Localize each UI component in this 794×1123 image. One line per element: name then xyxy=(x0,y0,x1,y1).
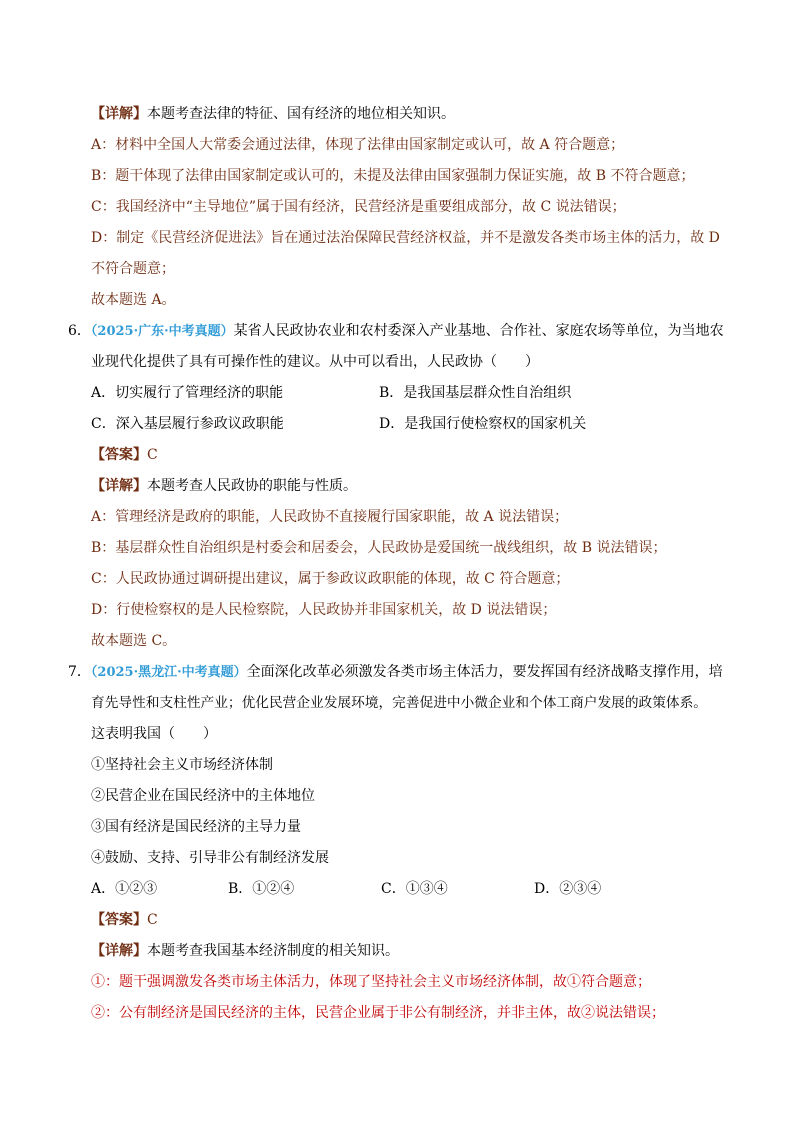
q7-stem-line2: 育先导性和支柱性产业；优化民营企业发展环境，完善促进中小微企业和个体工商户发展的政策体系。 xyxy=(91,695,707,711)
q7-stem-line3: 这表明我国（ ） xyxy=(91,726,217,742)
q7-explanation-2: ②：公有制经济是国民经济的主体，民营企业属于非公有制经济，并非主体，故②说法错误； xyxy=(91,1005,665,1021)
q7-item-4: ④鼓励、支持、引导非公有制经济发展 xyxy=(91,850,329,866)
q7-source: （2025·黑龙江·中考真题） xyxy=(90,665,247,680)
q6-option-b: B．是我国基层群众性自治组织 xyxy=(379,385,572,401)
q5-explanation-d-line2: 不符合题意； xyxy=(91,261,175,277)
q6-conclusion: 故本题选 C。 xyxy=(91,633,177,649)
q6-answer xyxy=(91,445,734,465)
q5-detail-heading xyxy=(91,104,734,124)
detail-label: 【详解】 xyxy=(91,943,147,959)
q6-option-d: D．是我国行使检察权的国家机关 xyxy=(379,416,587,432)
q6-explanation-c: C：人民政协通过调研提出建议，属于参政议政职能的体现，故 C 符合题意； xyxy=(91,571,570,587)
q7-option-c: C．①③④ xyxy=(381,881,448,897)
q6-number: 6． xyxy=(68,323,91,339)
q6-detail-heading xyxy=(91,476,734,496)
detail-label: 【详解】 xyxy=(91,478,147,494)
q7-detail-heading xyxy=(91,941,734,961)
q6-option-c: C．深入基层履行参政议政职能 xyxy=(91,416,284,432)
q6-explanation-a: A：管理经济是政府的职能，人民政协不直接履行国家职能，故 A 说法错误； xyxy=(91,509,569,525)
q7-stem-text: 全面深化改革必须激发各类市场主体活力，要发挥国有经济战略支撑作用，培 xyxy=(246,664,723,680)
q6-option-a: A．切实履行了管理经济的职能 xyxy=(91,385,284,401)
q7-explanation-1: ①：题干强调激发各类市场主体活力，体现了坚持社会主义市场经济体制，故①符合题意； xyxy=(91,974,651,990)
q5-conclusion: 故本题选 A。 xyxy=(91,292,176,308)
answer-label: 【答案】 xyxy=(91,912,147,928)
q7-option-a: A．①②③ xyxy=(91,881,158,897)
q6-source: （2025·广东·中考真题） xyxy=(90,324,234,339)
q6-stem-line1 xyxy=(68,321,734,342)
q7-number: 7． xyxy=(68,664,91,680)
answer-value: C xyxy=(147,447,158,463)
q7-option-d: D．②③④ xyxy=(534,881,602,897)
q5-explanation-d-line1: D：制定《民营经济促进法》旨在通过法治保障民营经济权益，并不是激发各类市场主体的活力，故 D xyxy=(91,230,720,246)
answer-value: C xyxy=(147,912,158,928)
q6-stem-text: 某省人民政协农业和农村委深入产业基地、合作社、家庭农场等单位，为当地农 xyxy=(233,323,724,339)
q6-explanation-d: D：行使检察权的是人民检察院，人民政协并非国家机关，故 D 说法错误； xyxy=(91,602,557,618)
answer-label: 【答案】 xyxy=(91,447,147,463)
q7-option-b: B．①②④ xyxy=(228,881,295,897)
detail-label: 【详解】 xyxy=(91,106,147,122)
q7-item-3: ③国有经济是国民经济的主导力量 xyxy=(91,819,301,835)
detail-intro: 本题考查我国基本经济制度的相关知识。 xyxy=(147,943,399,959)
q5-explanation-a: A：材料中全国人大常委会通过法律，体现了法律由国家制定或认可，故 A 符合题意； xyxy=(91,137,625,153)
q7-item-2: ②民营企业在国民经济中的主体地位 xyxy=(91,788,315,804)
detail-intro: 本题考查人民政协的职能与性质。 xyxy=(147,478,357,494)
q5-explanation-b: B：题干体现了法律由国家制定或认可的，未提及法律由国家强制力保证实施，故 B 不符合题意； xyxy=(91,168,695,184)
q7-stem-line1 xyxy=(68,662,734,683)
q7-answer xyxy=(91,910,734,930)
q5-explanation-c: C：我国经济中“主导地位”属于国有经济，民营经济是重要组成部分，故 C 说法错误； xyxy=(91,199,626,215)
detail-intro: 本题考查法律的特征、国有经济的地位相关知识。 xyxy=(147,106,455,122)
q6-explanation-b: B：基层群众性自治组织是村委会和居委会，人民政协是爱国统一战线组织，故 B 说法错误； xyxy=(91,540,667,556)
q6-stem-line2: 业现代化提供了具有可操作性的建议。从中可以看出，人民政协（ ） xyxy=(91,354,539,370)
q7-item-1: ①坚持社会主义市场经济体制 xyxy=(91,757,273,773)
